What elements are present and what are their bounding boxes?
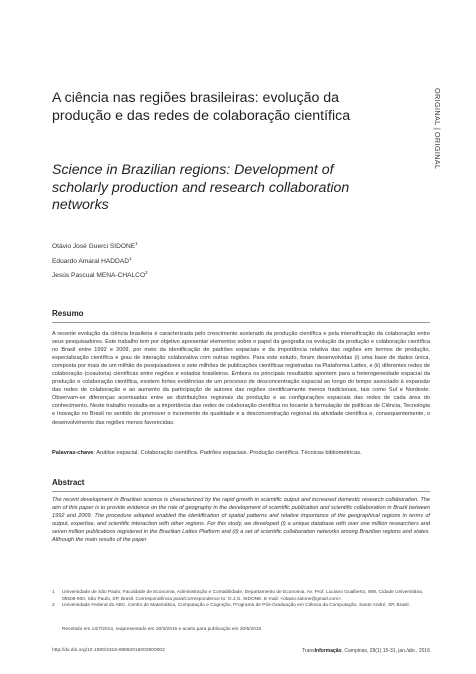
doi-link[interactable]: http://dx.doi.org/10.1590/2318-08892016002800002 xyxy=(52,648,165,653)
author-2: Eduardo Amaral HADDAD$^1$ xyxy=(52,256,132,266)
received-dates: Recebido em 14/7/2014, reapresentado em 30/3/2015 e aceito para publicação em 20/5/2015. xyxy=(62,627,263,632)
keywords-list: : Análise espacial. Colaboração científica. Padrões espaciais. Produção científica. Técnicas bibliométricas. xyxy=(93,450,362,456)
title-portuguese: A ciência nas regiões brasileiras: evolução da produção e das redes de colaboração científica xyxy=(52,90,351,124)
resumo-heading: Resumo xyxy=(52,309,84,318)
footnotes xyxy=(52,590,430,610)
footnote-1: 1 Universidade de São Paulo, Faculdade de Economia, Administração e Contabilidade, Departamento de Economia. Av. Prof. Luciano Gualberto, 908, Cidade Universitária, 05508-900, São Paulo, SP, Brasil. Correspondência para/Correspondence to: O.J.G. SIDONE. E-mail: <otavio.sidone@gmail.com>. xyxy=(52,590,424,602)
divider xyxy=(52,322,430,323)
article-type-label: ORIGINAL|ORIGINAL xyxy=(433,88,442,170)
keywords-label: Palavras-chave xyxy=(52,450,94,456)
abstract-heading: Abstract xyxy=(52,478,85,487)
journal-citation: TransInformação, Campinas, 28(1):15-31, jan./abr., 2016 xyxy=(302,648,430,654)
abstract-body: The recent development in Brazilian science is characterized by the rapid growth in scientific output and increased domestic research collaboration. The aim of this paper is to provide evidence on the role of geography in the development of scientific publication and scientific collaboration in Brazil between 1992 and 2009. The procedure adopted enabled the identification of spatial patterns and relative importance of the geographical regions in terms of output, expertise, and scientific interaction with other regions. For this study, we developed (i) a unique database with over one million researchers and seven million publications registered in the Brazilian Lattes Platform and (ii) a set of scientific collaboration networks among Brazilian regions and states. Although the main results of the paper xyxy=(52,497,430,544)
title-english: Science in Brazilian regions: Development of scholarly production and research collaboration networks xyxy=(52,162,350,213)
resumo-body: A recente evolução da ciência brasileira é caracterizada pelo crescimento acelerado da produção científica e pela intensificação da colaboração entre seus pesquisadores. Este trabalho tem por objetivo apresentar elementos sobre o papel da geografia na evolução da produção e colaboração científica no Brasil entre 1992 e 2009, por meio da identificação de padrões espaciais e da importância relativa das regiões em termos de produção, especialização científica e grau de interação colaborativa com outras regiões. Para este estudo, foram desenvolvidas (i) uma base de dados única, composta por mais de um milhão de pesquisadores e sete milhões de publicações científicas registradas na Plataforma Lattes, e (ii) diferentes redes de colaboração (coautoria) científicas entre regiões e estados brasileiros. Embora os principais resultados apontem para a heterogeneidade espacial da produção e colaboração científica, existem fortes evidências de um processo de desconcentração espacial ao longo do tempo associado à expansão das redes de colaboração e ao aumento da participação de autores das regiões cientificamente menos tradicionais, tais como Sul e Nordeste. Observam-se diferenças acentuadas entre as distribuições regionais da produção e as configurações espaciais das redes de cada área do conhecimento. Neste trabalho ressalta-se a importância das redes de colaboração científica no tocante à formulação de políticas de Ciência, Tecnologia e Inovação no Brasil no sentido de promover o incremento de qualidade e a desconcentração regional da atividade científica e, consequentemente, o desenvolvimento das regiões menos favorecidas. xyxy=(52,331,430,426)
footnote-2: 2 Universidade Federal do ABC, Centro de Matemática, Computação e Cognição, Programa de Pós-Graduação em Ciência da Computação. Santo André, SP, Brasil. xyxy=(52,603,410,609)
author-1: Otávio José Guerci SIDONE$^1$ xyxy=(52,241,138,251)
divider xyxy=(52,491,430,492)
keywords xyxy=(52,450,430,456)
author-3: Jesús Pascual MENA-CHALCO$^2$ xyxy=(52,270,148,280)
